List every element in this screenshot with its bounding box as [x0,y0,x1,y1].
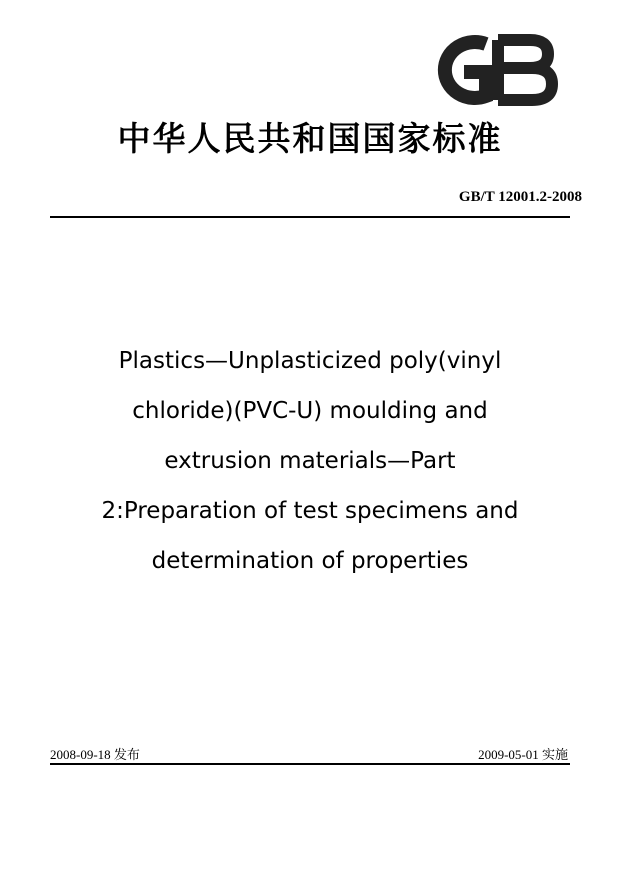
document-title-line: Plastics—Unplasticized poly(vinyl [118,348,502,374]
gb-logo [424,34,560,106]
header-divider [50,216,570,218]
document-title-line: 2:Preparation of test specimens and [101,498,519,524]
document-title-line: chloride)(PVC-U) moulding and [132,398,488,424]
implementation-date: 2009-05-01 实施 [478,747,568,762]
document-title [40,336,580,586]
document-title-line: extrusion materials—Part [164,448,456,474]
national-standard-title: 中华人民共和国国家标准 [117,119,503,158]
standard-number: GB/T 12001.2-2008 [458,189,582,205]
gb-logo-icon [445,40,552,100]
footer-divider [50,763,570,765]
issue-date: 2008-09-18 发布 [50,747,140,762]
document-title-line: determination of properties [151,548,469,574]
